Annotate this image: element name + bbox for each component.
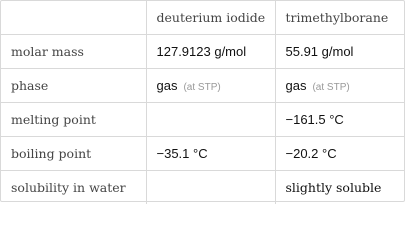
phase-note: (at STP) — [312, 82, 350, 93]
row-label-boiling-point: boiling point — [1, 137, 146, 171]
cell-melting-point-trimethylborane: −161.5 °C — [275, 103, 405, 137]
cell-phase-deuterium-iodide — [146, 69, 275, 103]
cell-melting-point-deuterium-iodide — [146, 103, 275, 137]
table-row-solubility — [1, 171, 405, 205]
properties-table — [1, 1, 405, 204]
header-trimethylborane: trimethylborane — [275, 1, 405, 35]
table-row-molar-mass — [1, 35, 405, 69]
phase-value: gas — [156, 78, 178, 93]
row-label-phase: phase — [1, 69, 146, 103]
row-label-solubility-in-water: solubility in water — [1, 171, 146, 205]
table-row-phase — [1, 69, 405, 103]
header-deuterium-iodide: deuterium iodide — [146, 1, 275, 35]
row-label-molar-mass: molar mass — [1, 35, 146, 69]
cell-phase-trimethylborane — [275, 69, 405, 103]
phase-value: gas — [285, 78, 307, 93]
table-row-melting-point — [1, 103, 405, 137]
row-label-melting-point: melting point — [1, 103, 146, 137]
cell-molar-mass-trimethylborane: 55.91 g/mol — [275, 35, 405, 69]
phase-note: (at STP) — [183, 82, 221, 93]
header-row — [1, 1, 405, 35]
header-empty-cell — [1, 1, 146, 35]
table-row-boiling-point — [1, 137, 405, 171]
cell-boiling-point-deuterium-iodide: −35.1 °C — [146, 137, 275, 171]
cell-solubility-trimethylborane: slightly soluble — [285, 180, 382, 195]
cell-solubility-deuterium-iodide — [146, 171, 275, 205]
cell-boiling-point-trimethylborane: −20.2 °C — [275, 137, 405, 171]
cell-molar-mass-deuterium-iodide: 127.9123 g/mol — [146, 35, 275, 69]
